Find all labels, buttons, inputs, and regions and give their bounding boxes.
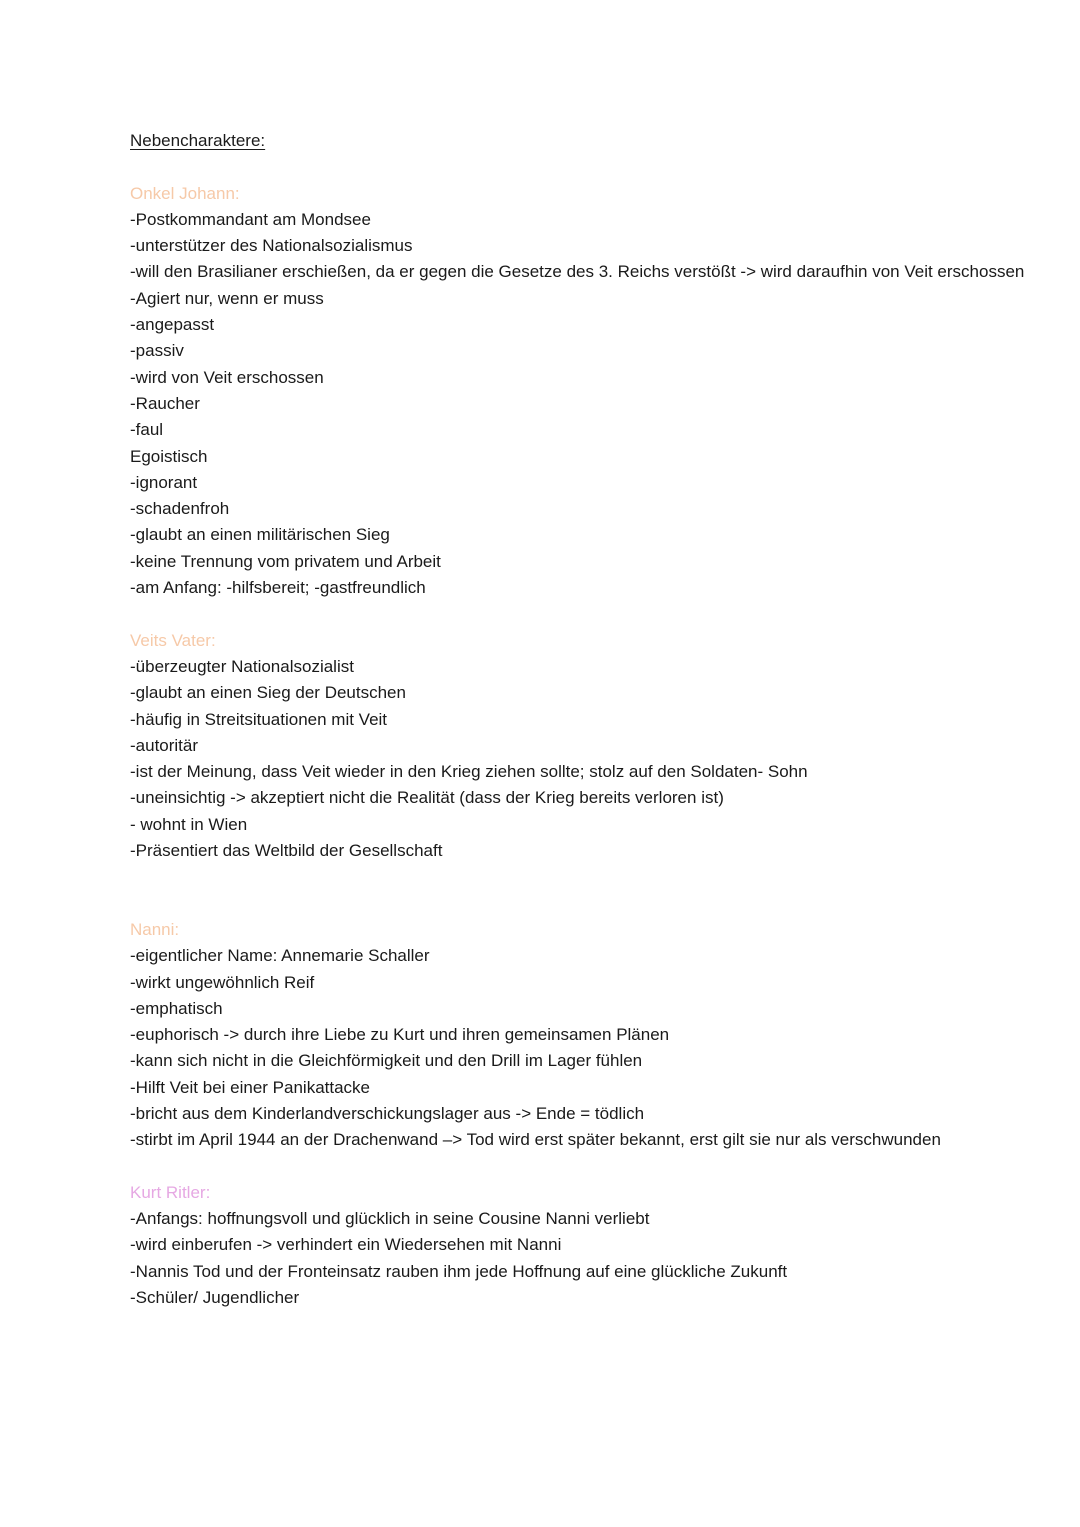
trait-line: -ignorant (130, 472, 198, 492)
trait-line: -Agiert nur, wenn er muss (130, 288, 324, 308)
trait-line: -uneinsichtig -> akzeptiert nicht die Realität (dass der Krieg bereits verloren ist) (130, 788, 724, 808)
section-nanni (130, 917, 1030, 1154)
trait-list (130, 943, 1030, 1153)
trait-list (130, 654, 1030, 864)
trait-line: -will den Brasilianer erschießen, da er gegen die Gesetze des 3. Reichs verstößt -> wird daraufhin von Veit erschossen (130, 262, 1025, 282)
trait-line: -Präsentiert das Weltbild der Gesellschaft (130, 841, 443, 861)
trait-line: -keine Trennung vom privatem und Arbeit (130, 551, 441, 571)
trait-list (130, 207, 1030, 601)
spacer (130, 154, 1030, 180)
spacer (130, 1154, 1030, 1180)
page-title: Nebencharaktere: (130, 131, 266, 150)
trait-line: -stirbt im April 1944 an der Drachenwand –> Tod wird erst später bekannt, erst gilt sie nur als verschwunden (130, 1130, 941, 1150)
section-heading: Onkel Johann: (130, 183, 240, 203)
trait-line: -autoritär (130, 735, 199, 755)
spacer (130, 601, 1030, 627)
trait-line: - wohnt in Wien (130, 814, 248, 834)
trait-line: -bricht aus dem Kinderlandverschickungslager aus -> Ende = tödlich (130, 1103, 645, 1123)
trait-line: -Postkommandant am Mondsee (130, 209, 371, 229)
trait-line: -glaubt an einen Sieg der Deutschen (130, 683, 406, 703)
trait-line: Egoistisch (130, 446, 208, 466)
trait-line: -schadenfroh (130, 499, 230, 519)
trait-line: -angepasst (130, 315, 215, 335)
trait-line: -wird einberufen -> verhindert ein Wiedersehen mit Nanni (130, 1235, 562, 1255)
trait-line: -überzeugter Nationalsozialist (130, 656, 354, 676)
trait-line: -emphatisch (130, 998, 223, 1018)
section-heading: Kurt Ritler: (130, 1182, 211, 1202)
trait-line: -Schüler/ Jugendlicher (130, 1288, 300, 1308)
section-heading: Nanni: (130, 919, 180, 939)
document-page (130, 128, 1030, 1311)
trait-line: -ist der Meinung, dass Veit wieder in den Krieg ziehen sollte; stolz auf den Soldaten- Sohn (130, 762, 808, 782)
trait-line: -unterstützer des Nationalsozialismus (130, 236, 413, 256)
section-veits-vater (130, 628, 1030, 865)
section-onkel-johann (130, 181, 1030, 602)
trait-line: -euphorisch -> durch ihre Liebe zu Kurt und ihren gemeinsamen Plänen (130, 1025, 670, 1045)
trait-line: -kann sich nicht in die Gleichförmigkeit und den Drill im Lager fühlen (130, 1051, 643, 1071)
trait-line: -passiv (130, 341, 184, 361)
trait-line: -Hilft Veit bei einer Panikattacke (130, 1077, 371, 1097)
trait-line: -faul (130, 420, 164, 440)
section-kurt-ritler (130, 1180, 1030, 1311)
section-heading: Veits Vater: (130, 630, 216, 650)
trait-line: -häufig in Streitsituationen mit Veit (130, 709, 388, 729)
trait-line: -Nannis Tod und der Fronteinsatz rauben ihm jede Hoffnung auf eine glückliche Zukunft (130, 1261, 788, 1281)
trait-line: -glaubt an einen militärischen Sieg (130, 525, 390, 545)
trait-line: -Anfangs: hoffnungsvoll und glücklich in seine Cousine Nanni verliebt (130, 1209, 650, 1229)
spacer (130, 864, 1030, 917)
trait-line: -eigentlicher Name: Annemarie Schaller (130, 946, 430, 966)
trait-list (130, 1206, 1030, 1311)
trait-line: -Raucher (130, 393, 200, 413)
trait-line: -am Anfang: -hilfsbereit; -gastfreundlich (130, 578, 426, 598)
trait-line: -wird von Veit erschossen (130, 367, 324, 387)
trait-line: -wirkt ungewöhnlich Reif (130, 972, 315, 992)
